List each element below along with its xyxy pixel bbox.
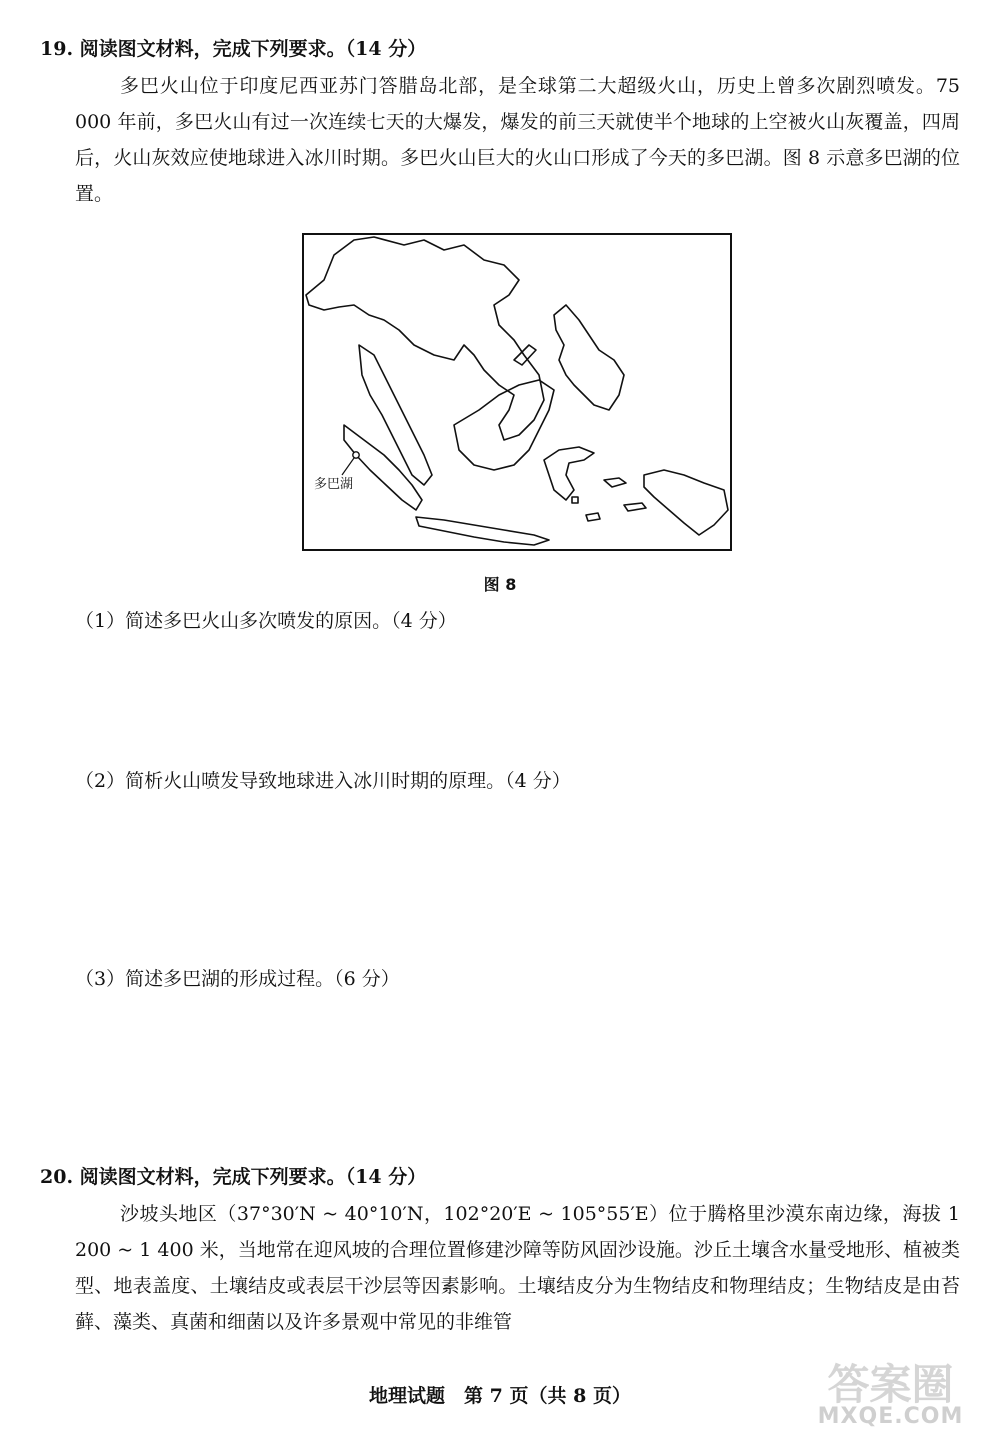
page-footer: 地理试题 第 7 页（共 8 页） [369,1385,631,1407]
lake-toba-label: 多巴湖 [314,477,354,492]
watermark-logo: 答案圈 [827,1360,954,1409]
q20-paragraph: 沙坡头地区（37°30′N ~ 40°10′N，102°20′E ~ 105°55′E）位于腾格里沙漠东南边缘，海拔 1 200 ~ 1 400 米，当地常在迎风坡的合理位置修建沙障等防风固沙设施。沙丘土壤含水量受地形、植被类型、地表盖度、土壤结皮或表层干沙层等因素影响。土壤结皮分为生物结皮和物理结皮；生物结皮是由苔藓、藻类、真菌和细菌以及许多景观中常见的非维管 [75,1203,960,1333]
q19-title: 19. 阅读图文材料，完成下列要求。（14 分） [40,38,427,60]
southeast-asia-map-outline [304,235,730,549]
figure-8-map [302,233,732,551]
q19-paragraph: 多巴火山位于印度尼西亚苏门答腊岛北部，是全球第二大超级火山，历史上曾多次剧烈喷发。75 000 年前，多巴火山有过一次连续七天的大爆发，爆发的前三天就使半个地球的上空被火山灰覆盖，四周后，火山灰效应使地球进入冰川时期。多巴火山巨大的火山口形成了今天的多巴湖。图 8 示意多巴湖的位置。 [75,75,960,205]
site-watermark [803,1352,978,1434]
q19-sub-question-2: （2）简析火山喷发导致地球进入冰川时期的原理。（4 分） [75,770,571,792]
q19-sub-question-3: （3）简述多巴湖的形成过程。（6 分） [75,968,400,990]
q20-title: 20. 阅读图文材料，完成下列要求。（14 分） [40,1166,427,1188]
lake-toba-marker [353,452,359,458]
watermark-site-text: MXQE.COM [817,1404,964,1429]
q19-sub-question-1: （1）简述多巴火山多次喷发的原因。（4 分） [75,610,457,632]
figure-caption: 图 8 [483,575,517,594]
